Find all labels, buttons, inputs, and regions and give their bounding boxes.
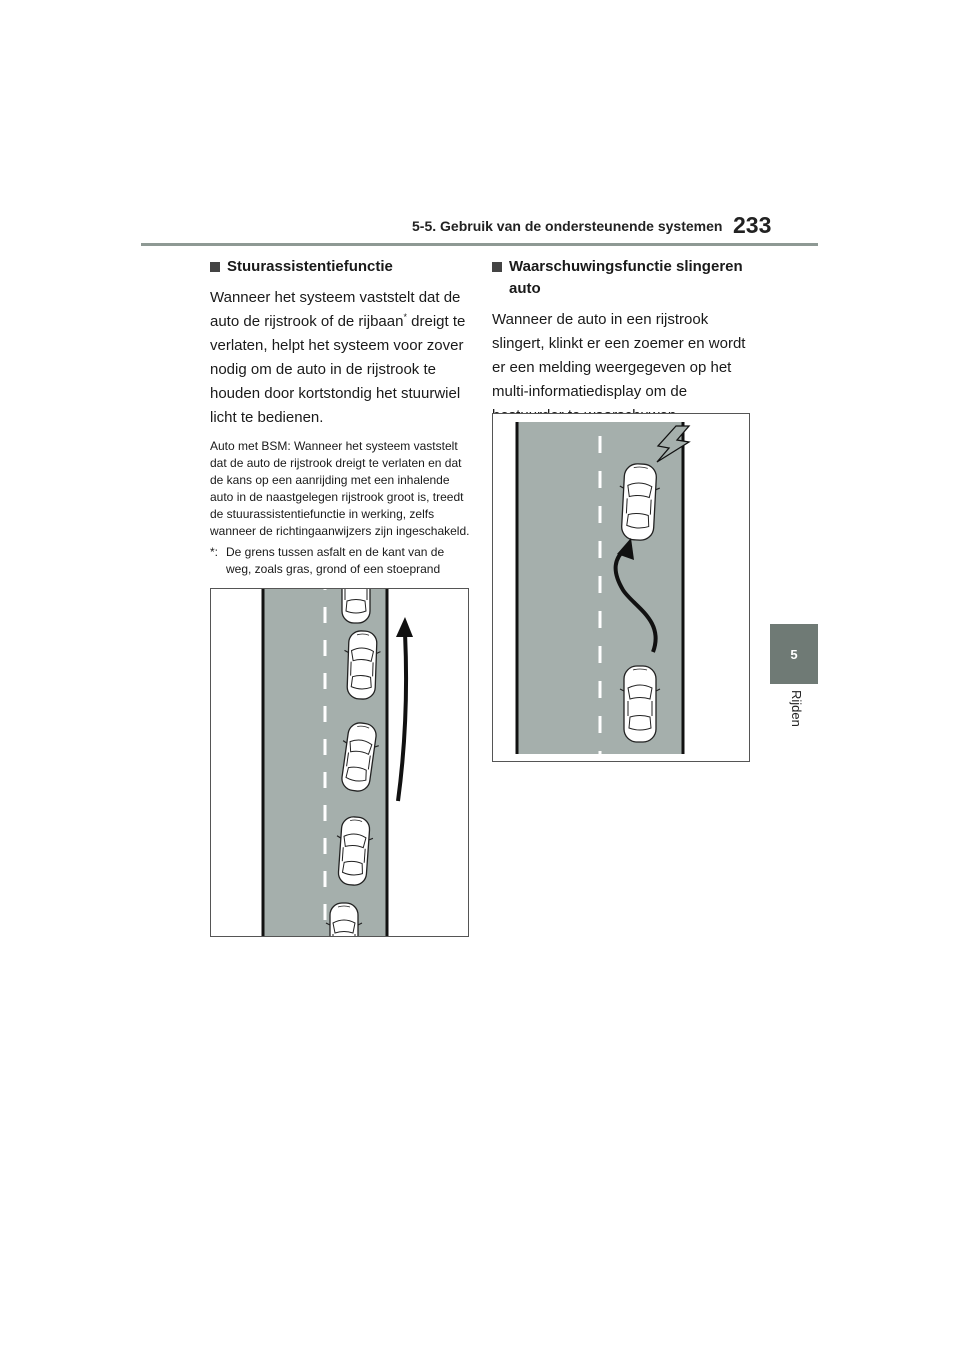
left-column (210, 256, 472, 578)
steering-assist-illustration (210, 588, 469, 937)
section-heading-sway-warning (492, 256, 754, 300)
footnote (210, 544, 472, 578)
section-heading-steering-assist (210, 256, 472, 278)
header-section-title: 5-5. Gebruik van de ondersteunende systemen (412, 218, 723, 234)
sway-warning-paragraph: Wanneer de auto in een rijstrook slingert, klinkt er een zoemer en wordt er een melding weergegeven op het multi-informatiedisplay om de (492, 311, 746, 400)
right-column (492, 256, 754, 436)
sway-warning-illustration (492, 413, 750, 762)
bsm-note: Auto met BSM: Wanneer het systeem vaststelt dat de auto de rijstrook dreigt te verlaten en dat de kans op een aanrijding met een inhalende auto in de naastgelegen rijstrook groot is, treedt de stuurassistentiefunctie in werking, zelfs wanneer de richtingaanwijzers zijn ingeschakeld. (210, 439, 470, 538)
car-icon (620, 666, 660, 742)
curved-arrow-icon (398, 633, 406, 801)
footnote-mark: *: (210, 545, 219, 559)
arrow-head-icon (396, 617, 413, 637)
square-bullet-icon (210, 262, 220, 272)
footnote-text: De grens tussen asfalt en de kant van de weg, zoals gras, grond of een stoeprand (226, 545, 445, 576)
chapter-tab[interactable]: 5 (770, 624, 818, 684)
header-rule (141, 243, 818, 246)
car-icon (343, 630, 381, 699)
heading-text: Waarschuwingsfunctie slingeren auto (509, 258, 743, 297)
page-number: 233 (733, 212, 772, 238)
chapter-label: Rijden (789, 690, 804, 727)
car-icon (338, 589, 374, 623)
heading-text: Stuurassistentiefunctie (227, 258, 393, 275)
steering-assist-paragraph: Wanneer het systeem vaststelt dat de auto de rijstrook of de rijbaan* dreigt te verlaten, helpt het systeem voor zover nodig om de auto in de rijstrook te houden door kortstondig het stuurwiel licht te bedienen. (210, 289, 466, 426)
footnote-reference: * (403, 312, 407, 322)
square-bullet-icon (492, 262, 502, 272)
